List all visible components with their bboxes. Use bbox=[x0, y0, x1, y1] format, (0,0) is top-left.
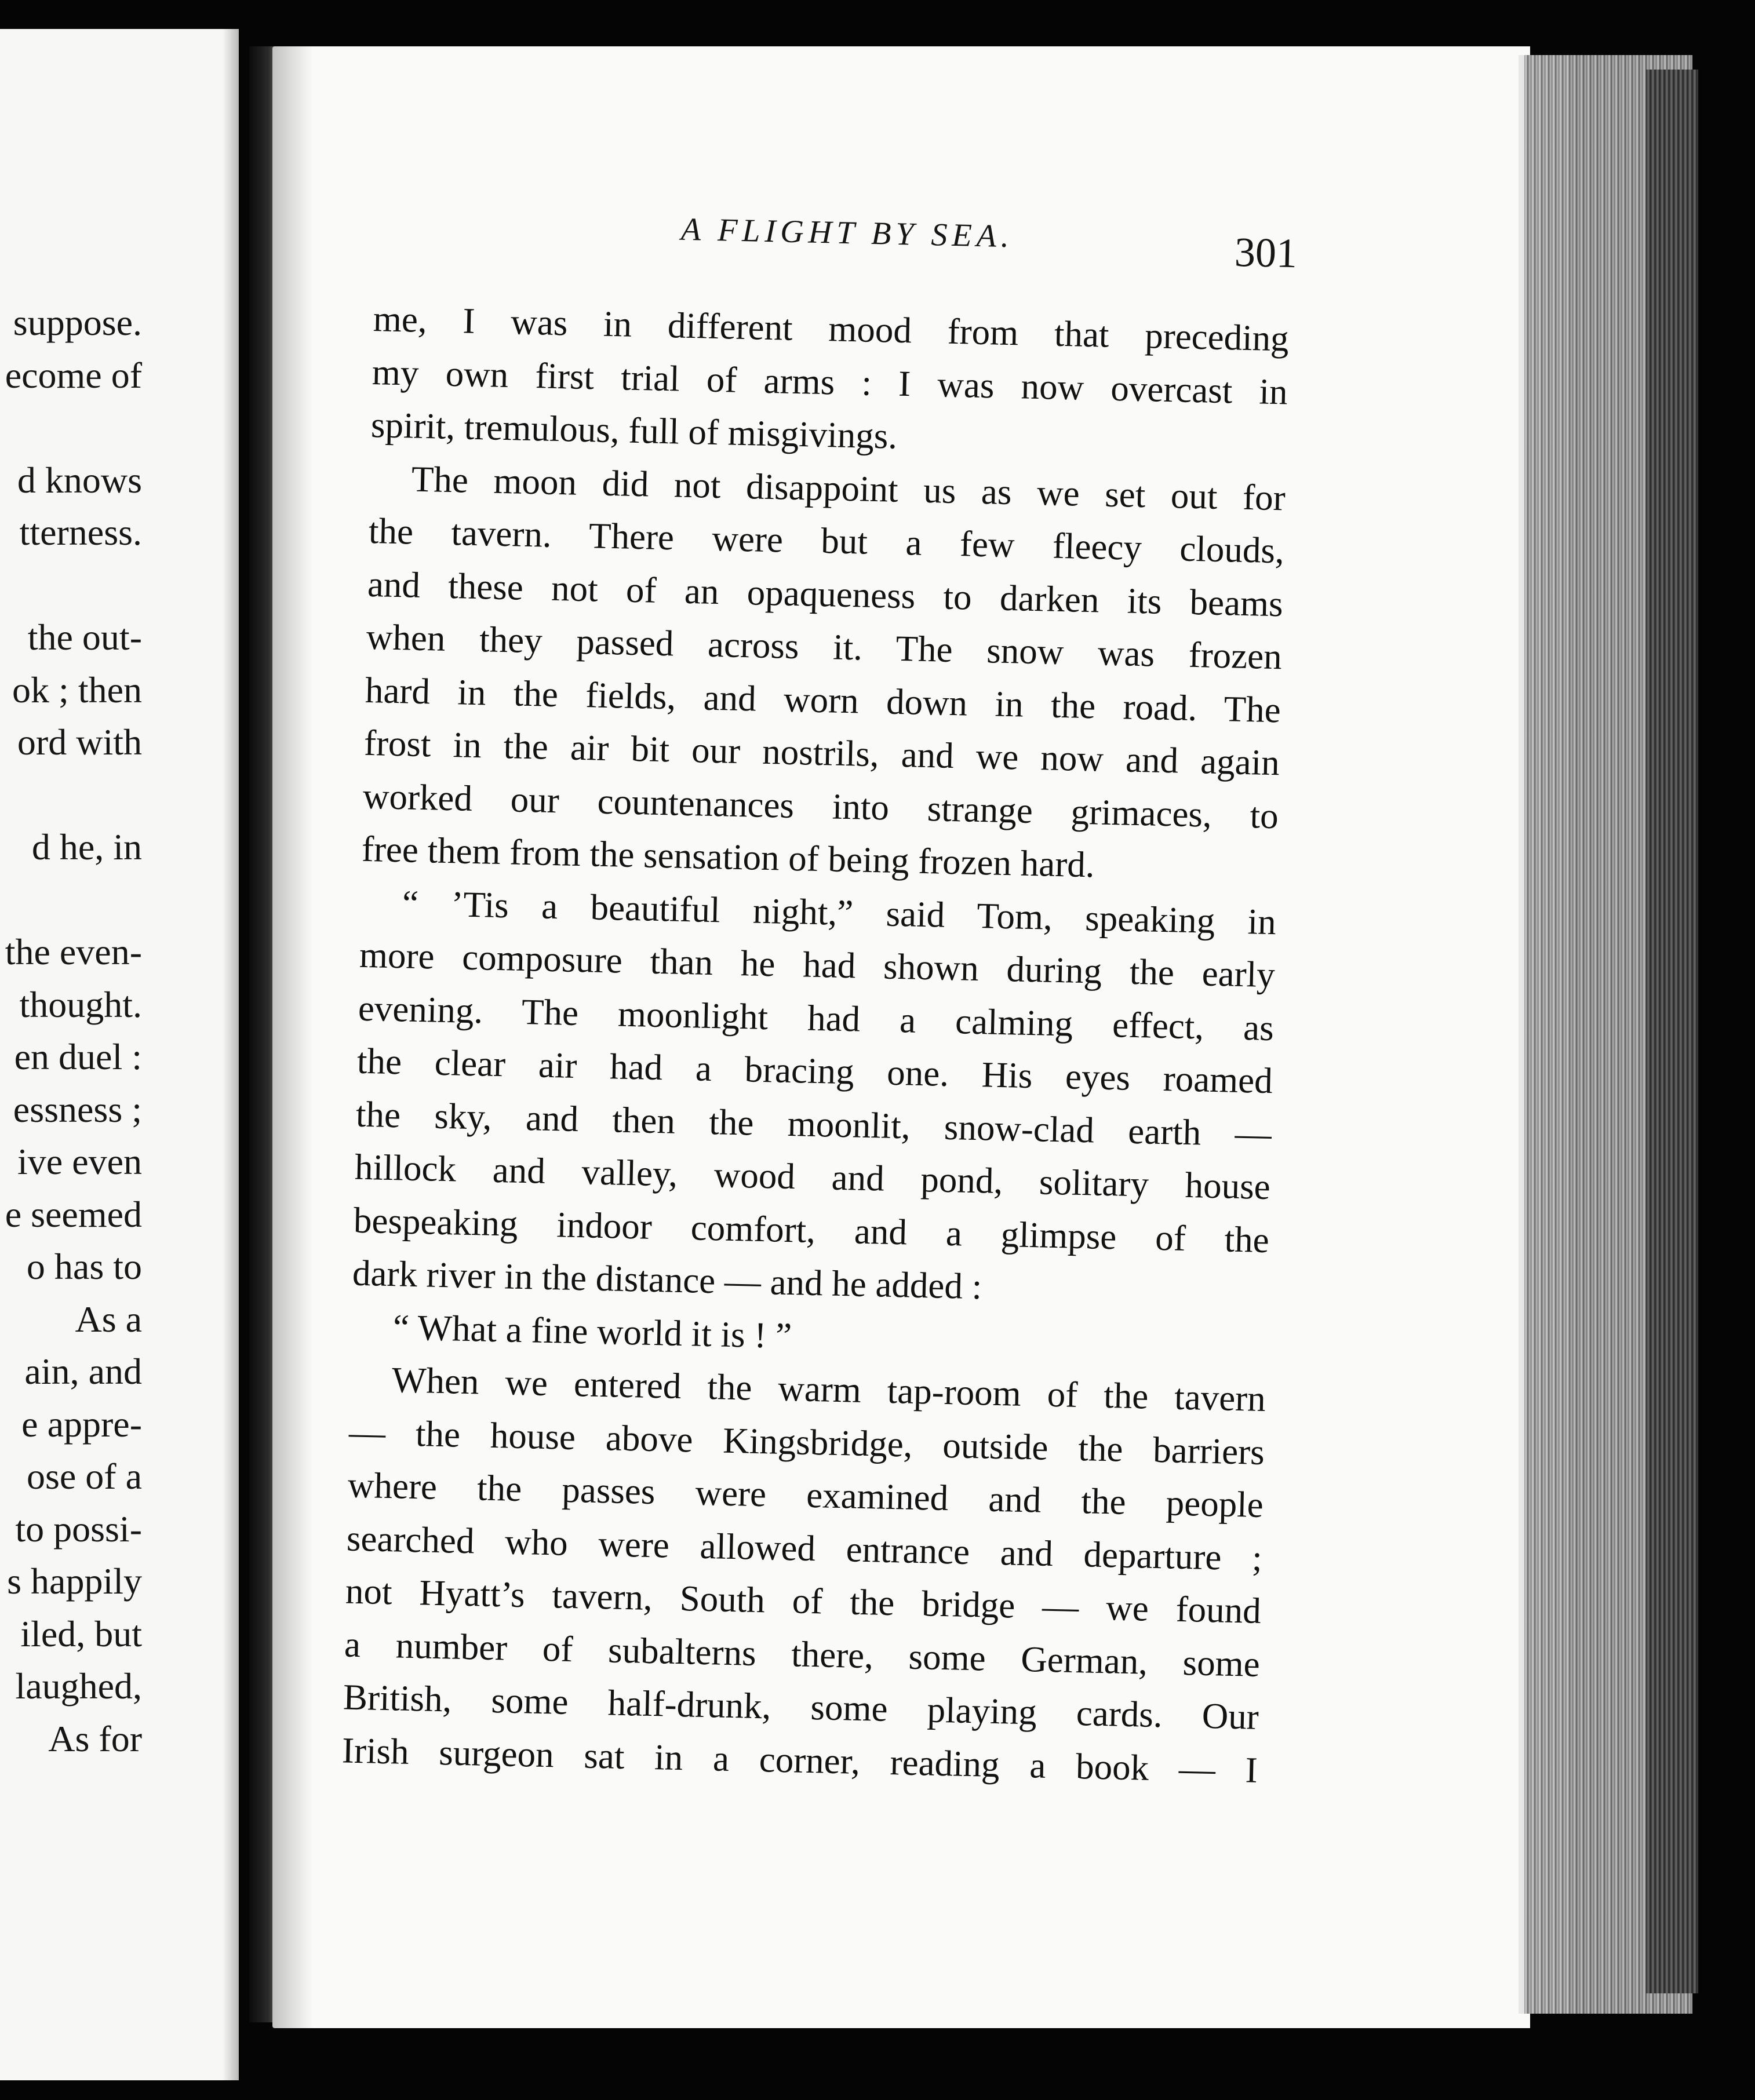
facing-page-line: the even- bbox=[5, 931, 142, 972]
text-line: when they passed across it. The snow was frozen bbox=[366, 616, 1283, 677]
facing-page-line: tterness. bbox=[19, 512, 142, 553]
page-shadow bbox=[223, 29, 239, 2080]
text-line: not Hyatt’s tavern, South of the bridge — we found bbox=[345, 1570, 1262, 1631]
text-line: and these not of an opaqueness to darken its beams bbox=[367, 563, 1284, 624]
text-line: a number of subalterns there, some German, some bbox=[344, 1623, 1261, 1685]
facing-page-line: ord with bbox=[17, 721, 142, 763]
page-number: 301 bbox=[1234, 228, 1298, 277]
text-line: frost in the air bit our nostrils, and we now and again bbox=[363, 722, 1280, 783]
facing-page-line: iled, but bbox=[20, 1613, 142, 1654]
text-line: — the house above Kingsbridge, outside the barriers bbox=[348, 1412, 1265, 1472]
facing-page-line: d knows bbox=[17, 459, 142, 501]
text-line: where the passes were examined and the people bbox=[347, 1464, 1264, 1525]
text-line: spirit, tremulous, full of misgivings. bbox=[370, 404, 898, 457]
text-line: the tavern. There were but a few fleecy clouds, bbox=[368, 510, 1285, 571]
text-line: my own first trial of arms : I was now overcast in bbox=[372, 351, 1288, 412]
facing-page-line: ok ; then bbox=[12, 669, 142, 710]
spine-shadow bbox=[272, 46, 313, 2028]
facing-page-line: ose of a bbox=[26, 1456, 142, 1497]
facing-page-line: suppose. bbox=[13, 302, 142, 343]
facing-page-line: thought. bbox=[19, 983, 142, 1025]
text-line: “ What a fine world it is ! ” bbox=[392, 1306, 792, 1356]
text-line: free them from the sensation of being frozen hard. bbox=[361, 828, 1095, 885]
facing-page-line: ecome of bbox=[5, 354, 142, 396]
running-head: A FLIGHT BY SEA. bbox=[680, 211, 1014, 255]
facing-page-line: to possi- bbox=[15, 1508, 142, 1550]
text-line: more composure than he had shown during the early bbox=[359, 934, 1276, 996]
text-line: evening. The moonlight had a calming effect, as bbox=[358, 987, 1275, 1048]
text-line: bespeaking indoor comfort, and a glimpse of the bbox=[353, 1200, 1270, 1260]
text-line: “ ’Tis a beautiful night,” said Tom, speaking in bbox=[402, 882, 1277, 942]
text-line: hard in the fields, and worn down in the road. The bbox=[365, 669, 1281, 730]
text-line: the sky, and then the moonlit, snow-clad earth — bbox=[355, 1093, 1272, 1154]
facing-page-line: laughed, bbox=[15, 1665, 142, 1707]
facing-page-line: e seemed bbox=[5, 1193, 142, 1235]
text-line: searched who were allowed entrance and departure ; bbox=[346, 1517, 1263, 1578]
text-line: worked our countenances into strange grimaces, to bbox=[362, 775, 1279, 836]
page-block-shadow bbox=[1646, 70, 1698, 1993]
facing-page-line: ive even bbox=[17, 1141, 142, 1182]
facing-page-line: As a bbox=[75, 1298, 142, 1340]
text-line: hillock and valley, wood and pond, solitary house bbox=[354, 1146, 1271, 1208]
facing-page-line: essness ; bbox=[13, 1088, 142, 1130]
text-line: The moon did not disappoint us as we set out for bbox=[411, 458, 1286, 518]
body-text bbox=[341, 293, 1290, 1797]
facing-page-line: e appre- bbox=[21, 1403, 142, 1445]
text-line: British, some half-drunk, some playing cards. Our bbox=[343, 1676, 1259, 1737]
facing-page-line: the out- bbox=[27, 617, 142, 658]
facing-page-line: As for bbox=[48, 1718, 142, 1759]
text-line: the clear air had a bracing one. His eyes roamed bbox=[356, 1040, 1273, 1102]
facing-page-line: en duel : bbox=[14, 1036, 142, 1077]
text-line: Irish surgeon sat in a corner, reading a book — I bbox=[341, 1729, 1258, 1791]
facing-page-line: ain, and bbox=[24, 1351, 142, 1392]
text-line: me, I was in different mood from that preceding bbox=[373, 298, 1290, 359]
text-line: When we entered the warm tap-room of the tavern bbox=[391, 1359, 1266, 1420]
facing-page-line: d he, in bbox=[31, 826, 142, 867]
facing-page-line: o has to bbox=[26, 1246, 142, 1287]
facing-page-line: s happily bbox=[7, 1561, 142, 1602]
text-line: dark river in the distance — and he added : bbox=[352, 1252, 982, 1307]
